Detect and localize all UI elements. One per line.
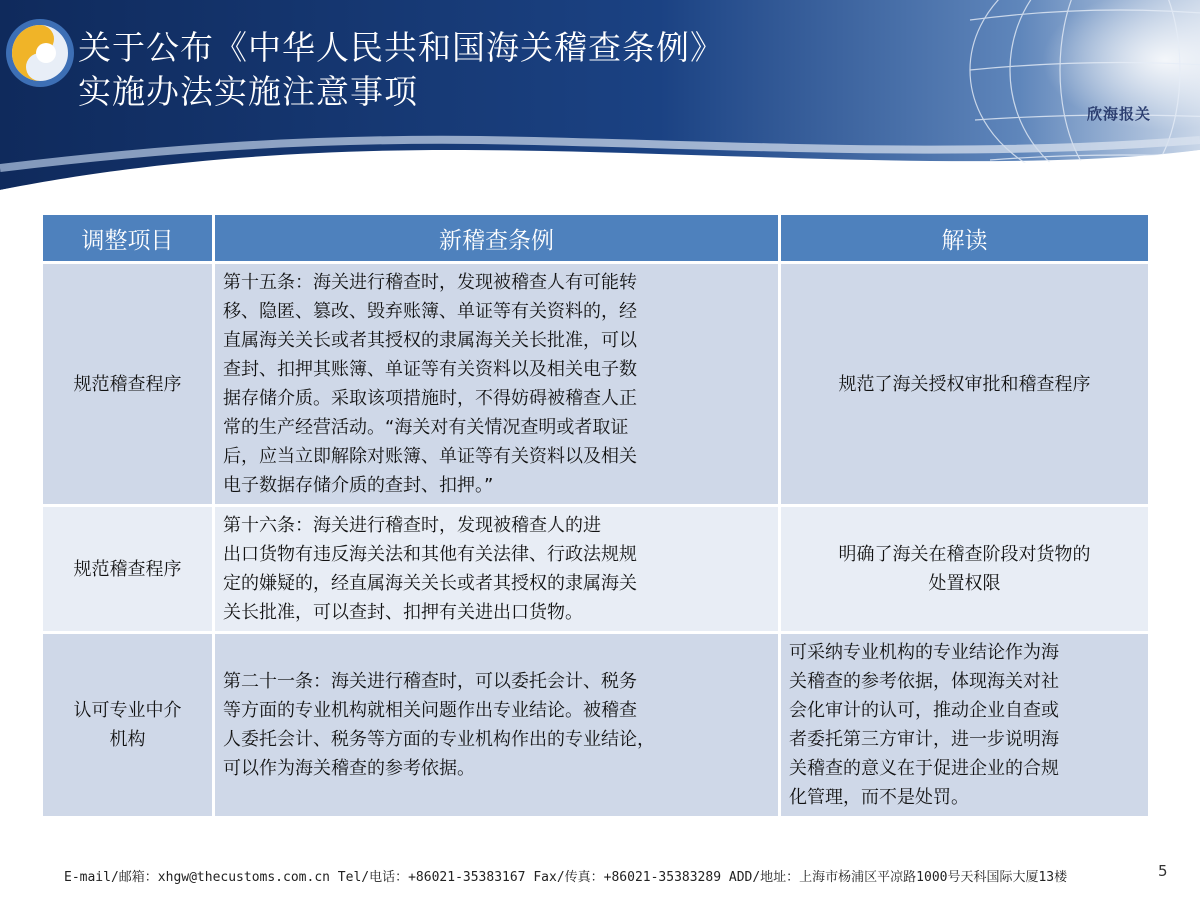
cell-text: 规范稽查程序 bbox=[73, 373, 182, 395]
cell-text: 认可专业中介 bbox=[73, 700, 182, 721]
cell-text: 直属海关关长或者其授权的隶属海关关长批准，可以 bbox=[223, 330, 637, 351]
cell-text: 规范稽查程序 bbox=[73, 558, 182, 580]
comparison-table bbox=[43, 215, 1148, 819]
table-row bbox=[43, 634, 1148, 819]
cell-reading bbox=[781, 264, 1148, 507]
company-logo-text: 欣海报关 bbox=[1086, 105, 1151, 123]
cell-text: 可采纳专业机构的专业结论作为海 bbox=[789, 642, 1059, 663]
column-header-item: 调整项目 bbox=[43, 215, 215, 264]
cell-adjust-item bbox=[43, 264, 215, 507]
cell-text: 等方面的专业机构就相关问题作出专业结论。被稽查 bbox=[223, 700, 637, 721]
cell-text: 处置权限 bbox=[928, 573, 1001, 594]
table-row bbox=[43, 507, 1148, 634]
table-row bbox=[43, 264, 1148, 507]
cell-text: 人委托会计、税务等方面的专业机构作出的专业结论， bbox=[223, 729, 655, 750]
cell-text: 第十五条：海关进行稽查时，发现被稽查人有可能转 bbox=[223, 272, 637, 293]
cell-text: 关稽查的意义在于促进企业的合规 bbox=[789, 758, 1059, 779]
cell-new-rule bbox=[215, 264, 781, 507]
cell-text: 电子数据存储介质的查封、扣押。” bbox=[223, 475, 494, 496]
cell-text: 常的生产经营活动。“海关对有关情况查明或者取证 bbox=[223, 417, 629, 438]
cell-text: 化管理，而不是处罚。 bbox=[789, 787, 969, 808]
cell-text: 移、隐匿、篡改、毁弃账簿、单证等有关资料的，经 bbox=[223, 301, 637, 322]
cell-text: 据存储介质。采取该项措施时，不得妨碍被稽查人正 bbox=[223, 388, 637, 409]
cell-text: 关稽查的参考依据，体现海关对社 bbox=[789, 671, 1059, 692]
company-logo-icon bbox=[0, 0, 80, 110]
cell-text: 可以作为海关稽查的参考依据。 bbox=[223, 758, 475, 779]
cell-text: 出口货物有违反海关法和其他有关法律、行政法规规 bbox=[223, 544, 637, 565]
column-header-rule: 新稽查条例 bbox=[215, 215, 781, 264]
header-banner bbox=[0, 0, 1200, 200]
cell-new-rule bbox=[215, 634, 781, 819]
cell-text: 第二十一条：海关进行稽查时，可以委托会计、税务 bbox=[223, 671, 637, 692]
page-title-line2: 实施办法实施注意事项 bbox=[78, 72, 418, 111]
cell-text: 明确了海关在稽查阶段对货物的 bbox=[838, 544, 1091, 565]
cell-text: 关长批准，可以查封、扣押有关进出口货物。 bbox=[223, 602, 583, 623]
cell-text: 第十六条：海关进行稽查时，发现被稽查人的进 bbox=[223, 515, 601, 536]
cell-adjust-item bbox=[43, 634, 215, 819]
cell-text: 定的嫌疑的，经直属海关关长或者其授权的隶属海关 bbox=[223, 573, 637, 594]
cell-text: 者委托第三方审计，进一步说明海 bbox=[789, 729, 1059, 750]
page-title bbox=[78, 26, 878, 114]
cell-adjust-item bbox=[43, 507, 215, 634]
cell-text: 后，应当立即解除对账簿、单证等有关资料以及相关 bbox=[223, 446, 637, 467]
page-title-line1: 关于公布《中华人民共和国海关稽查条例》 bbox=[78, 28, 724, 67]
page-number: 5 bbox=[1158, 862, 1168, 880]
footer-contact: E-mail/邮箱：xhgw@thecustoms.com.cn Tel/电话：+86021-35383167 Fax/传真：+86021-35383289 ADD/地址：上海市杨浦区平凉路1000号天科国际大厦13楼 bbox=[64, 870, 1068, 885]
column-header-reading: 解读 bbox=[781, 215, 1148, 264]
cell-reading bbox=[781, 634, 1148, 819]
cell-text: 机构 bbox=[109, 729, 146, 750]
cell-new-rule bbox=[215, 507, 781, 634]
cell-reading bbox=[781, 507, 1148, 634]
cell-text: 会化审计的认可，推动企业自查或 bbox=[789, 700, 1059, 721]
cell-text: 规范了海关授权审批和稽查程序 bbox=[838, 373, 1091, 395]
cell-text: 查封、扣押其账簿、单证等有关资料以及相关电子数 bbox=[223, 359, 637, 380]
table-header-row bbox=[43, 215, 1148, 264]
